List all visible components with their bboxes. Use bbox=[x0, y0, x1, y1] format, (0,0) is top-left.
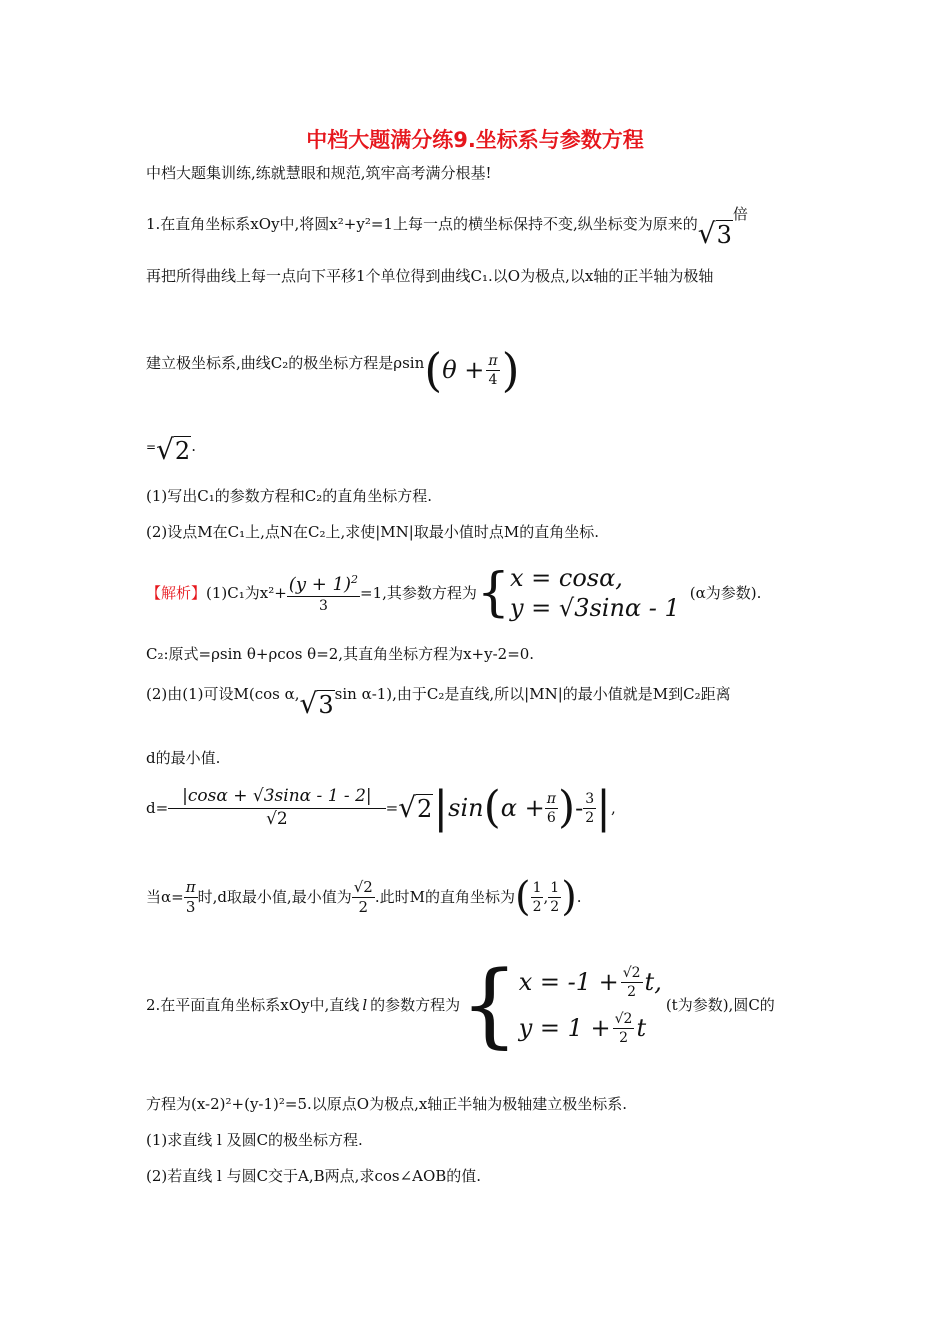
abs-sin-formula: | sin ( α + $\frac{\pi}{6}$ ) - $\frac{3}{2}$ | bbox=[433, 782, 611, 833]
polar-formula: ( θ + $\frac{\pi}{4}$ ) bbox=[424, 343, 520, 397]
q1-part2: (2)设点M在C₁上,点N在C₂上,求使|MN|取最小值时点M的直角坐标. bbox=[146, 523, 599, 541]
solution-s5: d= bbox=[146, 799, 169, 817]
left-brace-icon-2: { bbox=[460, 951, 519, 1058]
q1-line2: 再把所得曲线上每一点向下平移1个单位得到曲线C₁.以O为极点,以x轴的正半轴为极轴 bbox=[146, 267, 714, 285]
solution-s1b: =1,其参数方程为 bbox=[360, 584, 477, 602]
solution-s3b: sin α-1),由于C₂是直线,所以|MN|的最小值就是M到C₂距离 bbox=[334, 685, 731, 703]
solution-s6b: 时,d取最小值,最小值为 bbox=[197, 888, 352, 906]
sqrt2-coef: √2 bbox=[398, 790, 433, 824]
solution-s6a: 当α= bbox=[146, 888, 184, 906]
c1-param-system: x = cosα, y = √3sinα - 1 bbox=[509, 564, 680, 622]
intro-text: 中档大题集训练,练就慧眼和规范,筑牢高考满分根基! bbox=[146, 164, 492, 182]
line-param-system: x = -1 + $\frac{√2}{2}$ t, y = 1 + $\frac{√2}{2}$ t bbox=[518, 964, 662, 1046]
line-l-symbol: l bbox=[362, 996, 368, 1014]
q2-line1a: 2.在平面直角坐标系xOy中,直线 bbox=[146, 996, 360, 1014]
solution-line3 bbox=[146, 684, 731, 720]
point-m-formula: ( $\frac{1}{2}$ , $\frac{1}{2}$ ) bbox=[514, 874, 577, 920]
q1-line4-eq: = bbox=[146, 440, 157, 454]
q2-part1: (1)求直线 l 及圆C的极坐标方程. bbox=[146, 1131, 363, 1149]
page-title: 中档大题满分练9.坐标系与参数方程 bbox=[306, 128, 644, 152]
q1-line3 bbox=[146, 343, 520, 397]
distance-line: d= $\frac{|\cos\alpha + √3\sin\alpha - 1 - 2|}{√2}$ = √2 | sin ( α + $\frac{\pi}{6}$ ) - $\frac{3}{2}$ | , bbox=[146, 782, 616, 833]
solution-s6c: .此时M的直角坐标为 bbox=[374, 888, 515, 906]
ellipse-fraction: $\frac{(y + 1)^2}{3}$ bbox=[288, 572, 358, 614]
sqrt3-formula: √3 bbox=[697, 217, 732, 250]
left-brace-icon: { bbox=[476, 563, 510, 623]
solution-line6 bbox=[146, 872, 582, 922]
q2-line1b: 的参数方程为 bbox=[370, 996, 461, 1014]
q2-line1c: (t为参数),圆C的 bbox=[665, 996, 775, 1014]
min-value-fraction: $\frac{√2}{2}$ bbox=[353, 877, 373, 916]
sqrt3-inline: √3 bbox=[299, 687, 334, 720]
solution-s1c: (α为参数). bbox=[689, 584, 762, 602]
solution-s4: d的最小值. bbox=[146, 749, 221, 767]
q1-line1 bbox=[146, 204, 748, 250]
solution-s2: C₂:原式=ρsin θ+ρcos θ=2,其直角坐标方程为x+y-2=0. bbox=[146, 645, 535, 663]
q1-line1-text: 1.在直角坐标系xOy中,将圆x²+y²=1上每一点的横坐标保持不变,纵坐标变为原来的 bbox=[146, 215, 698, 233]
q1-line4: =√2. bbox=[146, 433, 196, 466]
alpha-value-fraction: $\frac{\pi}{3}$ bbox=[185, 877, 196, 916]
q1-line1-tail: 倍 bbox=[732, 205, 748, 223]
sqrt2-formula: √2 bbox=[156, 433, 191, 466]
solution-tag: 【解析】 bbox=[146, 584, 207, 602]
distance-fraction: $\frac{|\cos\alpha + √3\sin\alpha - 1 - 2|}{√2}$ bbox=[168, 788, 385, 828]
solution-s6d: . bbox=[576, 888, 582, 906]
solution-s1a: (1)C₁为x²+ bbox=[206, 584, 287, 602]
q2-line2: 方程为(x-2)²+(y-1)²=5.以原点O为极点,x轴正半轴为极轴建立极坐标系. bbox=[146, 1095, 628, 1113]
solution-s3a: (2)由(1)可设M(cos α, bbox=[146, 685, 300, 703]
q1-line3-text: 建立极坐标系,曲线C₂的极坐标方程是ρsin bbox=[146, 354, 425, 372]
solution-line1 bbox=[146, 563, 762, 623]
q1-part1: (1)写出C₁的参数方程和C₂的直角坐标方程. bbox=[146, 487, 432, 505]
q2-part2: (2)若直线 l 与圆C交于A,B两点,求cos∠AOB的值. bbox=[146, 1167, 482, 1185]
q2-line1 bbox=[146, 951, 775, 1058]
